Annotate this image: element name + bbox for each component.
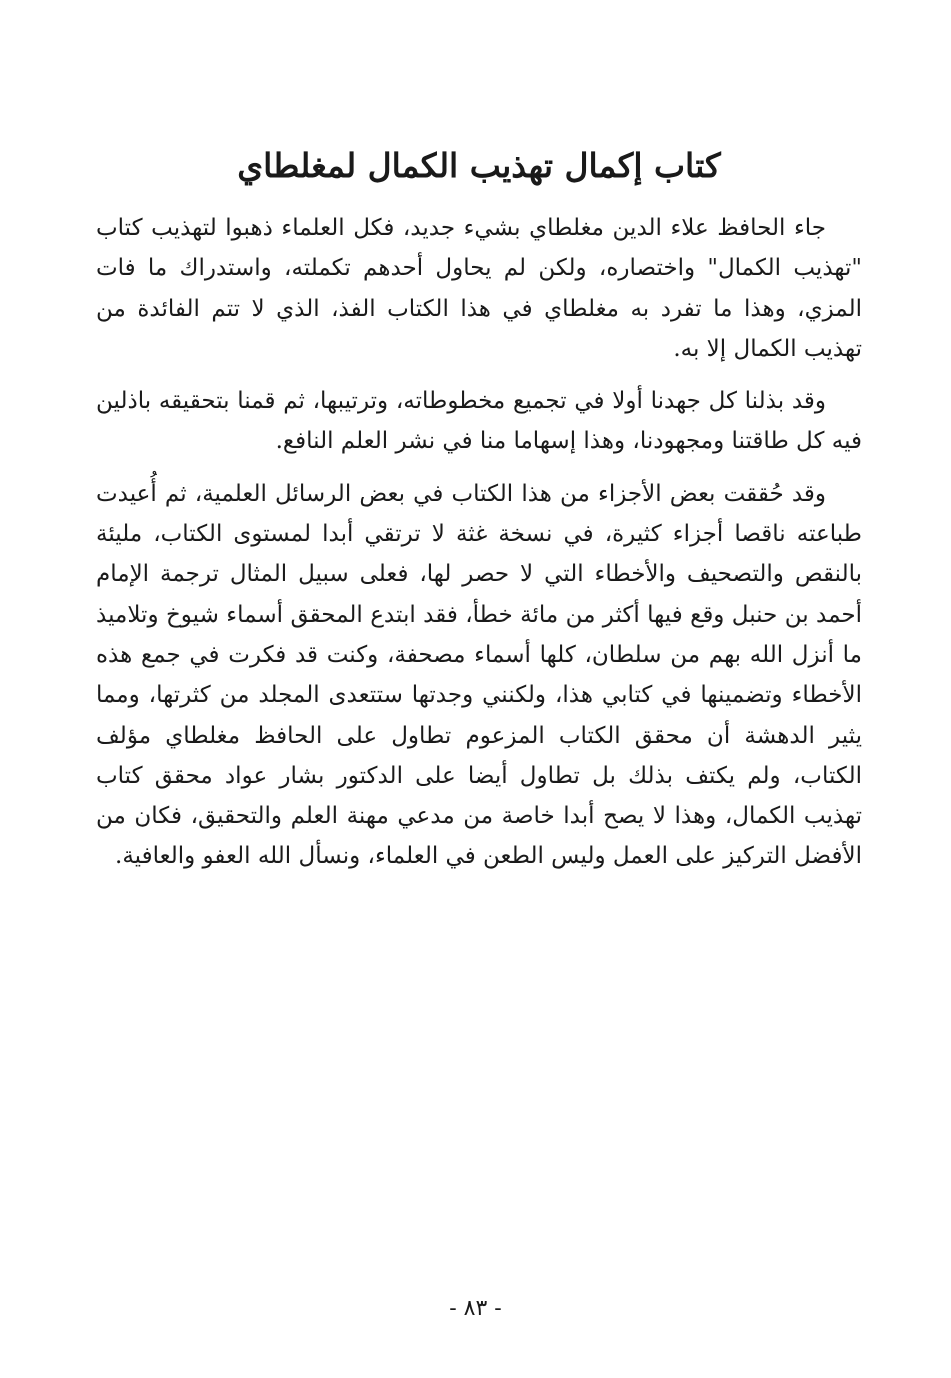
page-number: - ٨٣ - [449,1296,502,1321]
paragraph-3: وقد حُققت بعض الأجزاء من هذا الكتاب في بعض الرسائل العلمية، ثم أُعيدت طباعته ناقصا أجزاء كثيرة، في نسخة غثة لا ترتقي أبدا لمستوى الكتاب، مليئة بالنقص والتصحيف والأخطاء التي لا حصر لها، فعلى سبيل المثال ترجمة الإمام أحمد بن حنبل وقع فيها أكثر من مائة خطأ، فقد ابتدع المحقق أسماء شيوخ وتلاميذ ما أنزل الله بهم من سلطان، كلها أسماء مصحفة، وكنت قد فكرت في جمع هذه الأخطاء وتضمينها في كتابي هذا، ولكنني وجدتها ستتعدى المجلد من كثرتها، ومما يثير الدهشة أن محقق الكتاب المزعوم تطاول على الحافظ مغلطاي مؤلف الكتاب، ولم يكتف بذلك بل تطاول أيضا على الدكتور بشار عواد محقق كتاب تهذيب الكمال، وهذا لا يصح أبدا خاصة من مدعي مهنة العلم والتحقيق، فكان من الأفضل التركيز على العمل وليس الطعن في العلماء، ونسأل الله العفو والعافية. [96,480,862,870]
paragraph-1: جاء الحافظ علاء الدين مغلطاي بشيء جديد، فكل العلماء ذهبوا لتهذيب كتاب "تهذيب الكمال" واختصاره، ولكن لم يحاول أحدهم تكملته، واستدراك ما فات المزي، وهذا ما تفرد به مغلطاي في هذا الكتاب الفذ، الذي لا تتم الفائدة من تهذيب الكمال إلا به. [96,215,862,362]
page-title: كتاب إكمال تهذيب الكمال لمغلطاي [237,146,721,185]
body-text [96,208,862,889]
paragraph-2: وقد بذلنا كل جهدنا أولا في تجميع مخطوطاته، وترتيبها، ثم قمنا بتحقيقه باذلين فيه كل طاقتنا ومجهودنا، وهذا إسهاما منا في نشر العلم النافع. [96,388,862,455]
